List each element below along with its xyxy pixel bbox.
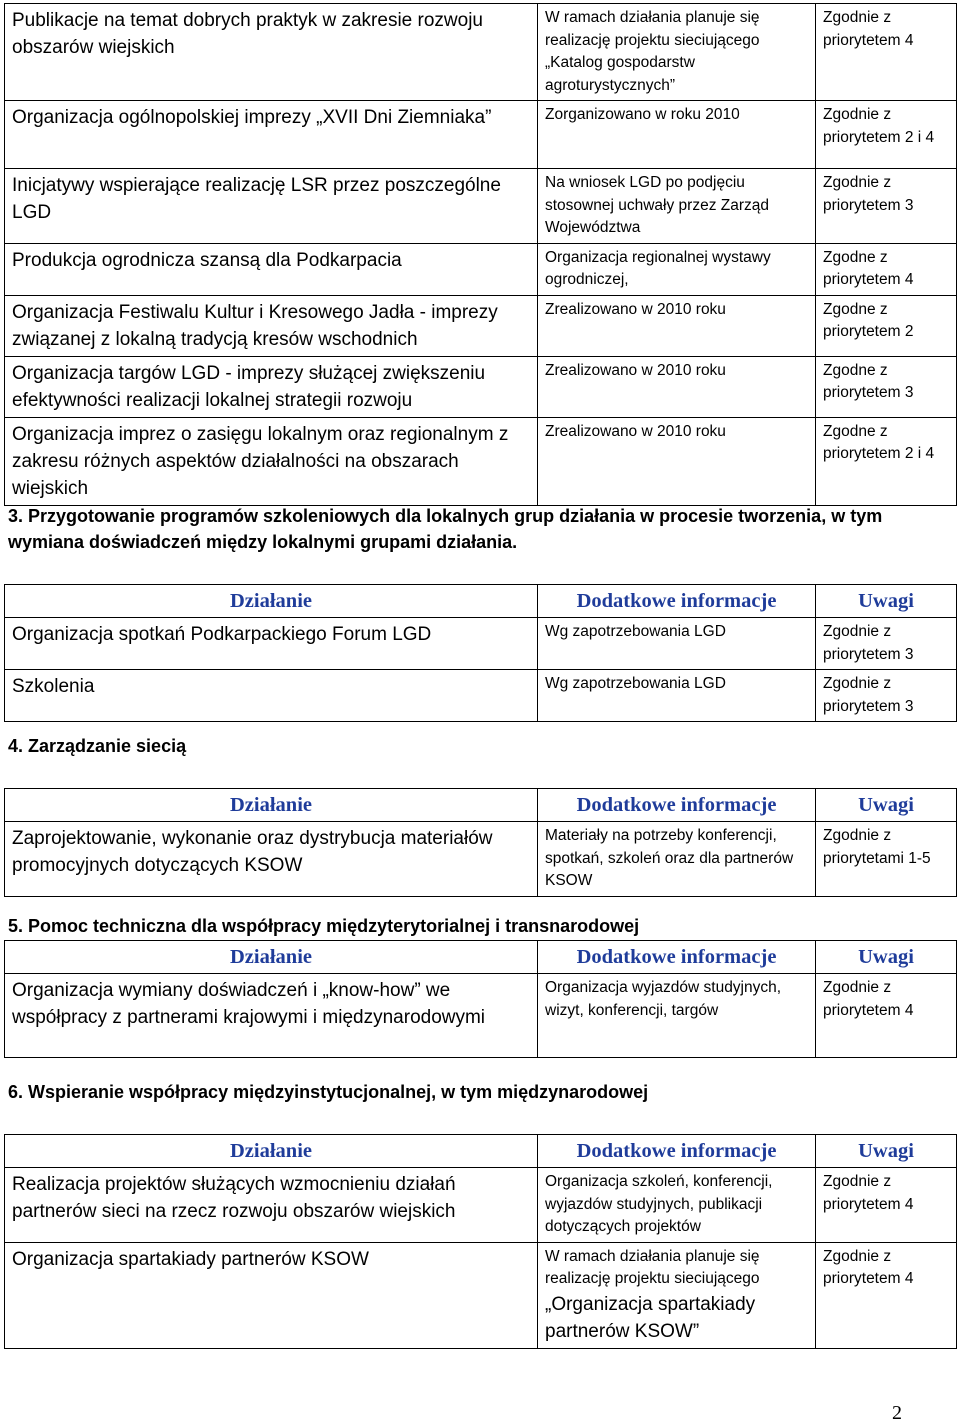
section-6-heading: 6. Wspieranie współpracy międzyinstytucjonalnej, w tym międzynarodowej bbox=[8, 1082, 649, 1102]
table-row bbox=[5, 243, 957, 295]
header-remarks: Uwagi bbox=[816, 585, 957, 618]
info-cell bbox=[538, 1242, 816, 1348]
section-3-table bbox=[4, 584, 957, 722]
table-row bbox=[5, 974, 957, 1058]
table-row bbox=[5, 670, 957, 722]
remarks-cell: Zgodnie z priorytetem 3 bbox=[816, 670, 957, 722]
info-cell: Organizacja regionalnej wystawy ogrodniczej, bbox=[538, 243, 816, 295]
info-cell: Zrealizowano w 2010 roku bbox=[538, 417, 816, 505]
activities-table-continued bbox=[4, 3, 957, 506]
info-cell: Na wniosek LGD po podjęciu stosownej uchwały przez Zarząd Województwa bbox=[538, 169, 816, 244]
header-action: Działanie bbox=[5, 1135, 538, 1168]
action-cell: Organizacja targów LGD - imprezy służącej zwiększeniu efektywności realizacji lokalnej strategii rozwoju bbox=[5, 356, 538, 417]
header-info: Dodatkowe informacje bbox=[538, 941, 816, 974]
action-cell: Organizacja imprez o zasięgu lokalnym oraz regionalnym z zakresu różnych aspektów działalności na obszarach wiejskich bbox=[5, 417, 538, 505]
table-row bbox=[5, 101, 957, 169]
table-row bbox=[5, 169, 957, 244]
remarks-cell: Zgodnie z priorytetem 4 bbox=[816, 974, 957, 1058]
action-cell: Organizacja spartakiady partnerów KSOW bbox=[5, 1242, 538, 1348]
remarks-cell: Zgodnie z priorytetami 1-5 bbox=[816, 822, 957, 897]
remarks-cell: Zgodne z priorytetem 3 bbox=[816, 356, 957, 417]
table-row bbox=[5, 618, 957, 670]
info-cell: Organizacja szkoleń, konferencji, wyjazdów studyjnych, publikacji dotyczących projektów bbox=[538, 1168, 816, 1243]
action-cell: Szkolenia bbox=[5, 670, 538, 722]
section-4-heading: 4. Zarządzanie siecią bbox=[8, 736, 187, 756]
action-cell: Produkcja ogrodnicza szansą dla Podkarpacia bbox=[5, 243, 538, 295]
info-cell: Organizacja wyjazdów studyjnych, wizyt, konferencji, targów bbox=[538, 974, 816, 1058]
table-header-row bbox=[5, 1135, 957, 1168]
action-cell: Publikacje na temat dobrych praktyk w zakresie rozwoju obszarów wiejskich bbox=[5, 4, 538, 101]
info-cell: Zrealizowano w 2010 roku bbox=[538, 356, 816, 417]
remarks-cell: Zgodnie z priorytetem 2 i 4 bbox=[816, 101, 957, 169]
header-action: Działanie bbox=[5, 789, 538, 822]
header-info: Dodatkowe informacje bbox=[538, 789, 816, 822]
remarks-cell: Zgodne z priorytetem 2 bbox=[816, 295, 957, 356]
header-info: Dodatkowe informacje bbox=[538, 1135, 816, 1168]
info-cell: Wg zapotrzebowania LGD bbox=[538, 618, 816, 670]
page-number: 2 bbox=[892, 1402, 902, 1424]
info-cell: W ramach działania planuje się realizację projektu sieciującego „Katalog gospodarstw agroturystycznych” bbox=[538, 4, 816, 101]
action-cell: Organizacja wymiany doświadczeń i „know-how” we współpracy z partnerami krajowymi i międzynarodowymi bbox=[5, 974, 538, 1058]
table-row bbox=[5, 4, 957, 101]
table-row bbox=[5, 822, 957, 897]
header-remarks: Uwagi bbox=[816, 1135, 957, 1168]
remarks-cell: Zgodne z priorytetem 4 bbox=[816, 243, 957, 295]
info-cell: Zrealizowano w 2010 roku bbox=[538, 295, 816, 356]
action-cell: Realizacja projektów służących wzmocnieniu działań partnerów sieci na rzecz rozwoju obszarów wiejskich bbox=[5, 1168, 538, 1243]
info-cell: Wg zapotrzebowania LGD bbox=[538, 670, 816, 722]
table-row bbox=[5, 1242, 957, 1348]
info-cell: Materiały na potrzeby konferencji, spotkań, szkoleń oraz dla partnerów KSOW bbox=[538, 822, 816, 897]
section-5-table bbox=[4, 940, 957, 1058]
header-remarks: Uwagi bbox=[816, 789, 957, 822]
table-row bbox=[5, 356, 957, 417]
project-name: „Organizacja spartakiady partnerów KSOW” bbox=[545, 1293, 756, 1342]
section-3-heading: 3. Przygotowanie programów szkoleniowych dla lokalnych grup działania w procesie tworzenia, w tym wymiana doświadczeń między lokalnymi grupami działania. bbox=[8, 506, 883, 552]
header-remarks: Uwagi bbox=[816, 941, 957, 974]
action-cell: Inicjatywy wspierające realizację LSR przez poszczególne LGD bbox=[5, 169, 538, 244]
action-cell: Zaprojektowanie, wykonanie oraz dystrybucja materiałów promocyjnych dotyczących KSOW bbox=[5, 822, 538, 897]
remarks-cell: Zgodnie z priorytetem 4 bbox=[816, 1242, 957, 1348]
header-info: Dodatkowe informacje bbox=[538, 585, 816, 618]
remarks-cell: Zgodnie z priorytetem 3 bbox=[816, 618, 957, 670]
remarks-cell: Zgodnie z priorytetem 4 bbox=[816, 1168, 957, 1243]
info-cell: Zorganizowano w roku 2010 bbox=[538, 101, 816, 169]
remarks-cell: Zgodnie z priorytetem 4 bbox=[816, 4, 957, 101]
info-text: W ramach działania planuje się realizację projektu sieciującego bbox=[545, 1247, 760, 1287]
section-6-table bbox=[4, 1134, 957, 1349]
table-header-row bbox=[5, 941, 957, 974]
table-row bbox=[5, 1168, 957, 1243]
table-row bbox=[5, 417, 957, 505]
remarks-cell: Zgodnie z priorytetem 3 bbox=[816, 169, 957, 244]
table-header-row bbox=[5, 789, 957, 822]
remarks-cell: Zgodne z priorytetem 2 i 4 bbox=[816, 417, 957, 505]
header-action: Działanie bbox=[5, 585, 538, 618]
section-4-table bbox=[4, 788, 957, 897]
section-5-heading: 5. Pomoc techniczna dla współpracy międzyterytorialnej i transnarodowej bbox=[8, 916, 640, 936]
table-row bbox=[5, 295, 957, 356]
table-header-row bbox=[5, 585, 957, 618]
action-cell: Organizacja ogólnopolskiej imprezy „XVII Dni Ziemniaka” bbox=[5, 101, 538, 169]
header-action: Działanie bbox=[5, 941, 538, 974]
action-cell: Organizacja Festiwalu Kultur i Kresowego Jadła - imprezy związanej z lokalną tradycją kresów wschodnich bbox=[5, 295, 538, 356]
action-cell: Organizacja spotkań Podkarpackiego Forum LGD bbox=[5, 618, 538, 670]
